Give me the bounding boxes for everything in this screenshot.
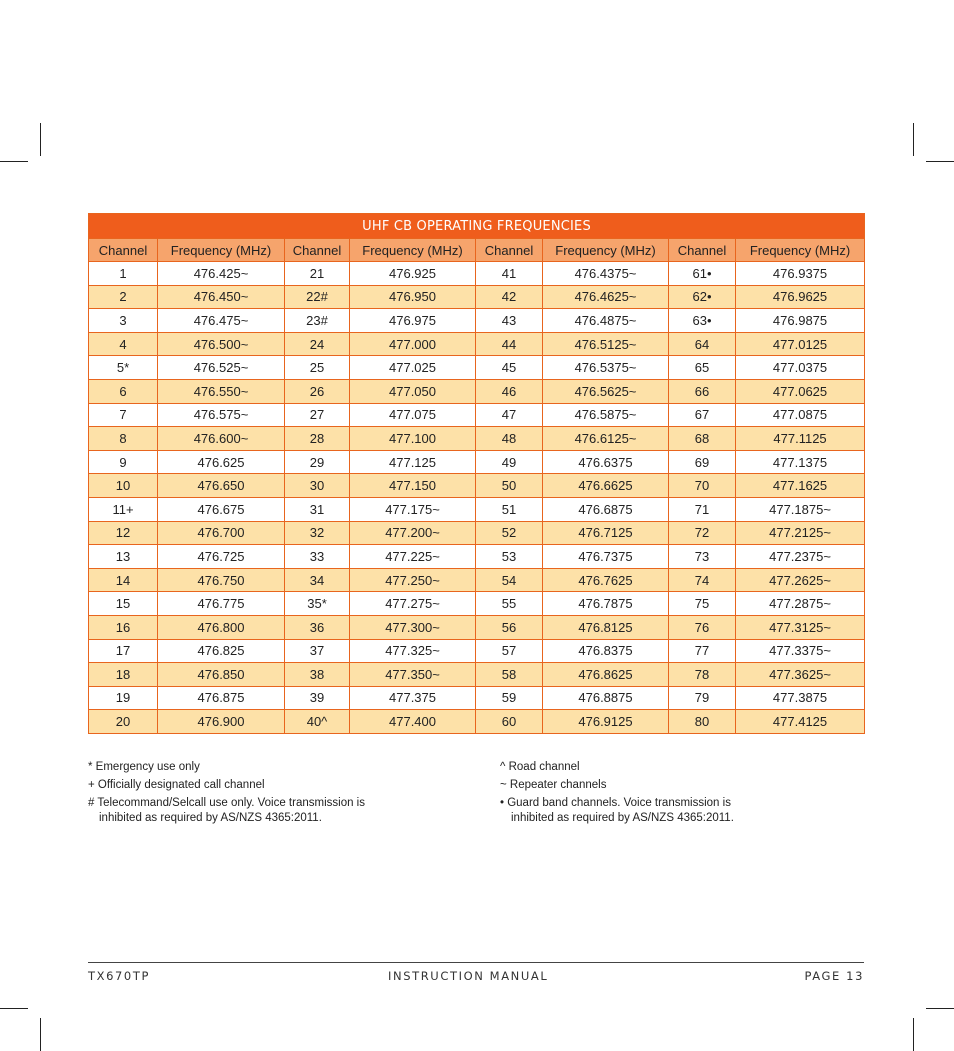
frequency-cell: 476.975: [350, 309, 476, 333]
table-row: [89, 450, 865, 474]
frequency-cell: 476.6125~: [543, 427, 669, 451]
crop-mark: [913, 123, 914, 156]
channel-cell: 48: [476, 427, 543, 451]
channel-cell: 45: [476, 356, 543, 380]
channel-cell: 10: [89, 474, 158, 498]
frequency-cell: 476.425~: [158, 262, 285, 286]
footnote-text-continued: inhibited as required by AS/NZS 4365:2011.: [511, 812, 734, 824]
column-header-frequency: Frequency (MHz): [158, 239, 285, 262]
channel-cell: 80: [669, 710, 736, 734]
channel-cell: 72: [669, 521, 736, 545]
channel-cell: 42: [476, 285, 543, 309]
frequency-cell: 477.3125~: [736, 615, 865, 639]
notes-left: [88, 760, 365, 829]
frequency-cell: 476.525~: [158, 356, 285, 380]
frequency-cell: 477.4125: [736, 710, 865, 734]
frequency-cell: 477.1625: [736, 474, 865, 498]
channel-cell: 4: [89, 332, 158, 356]
footnote-text: + Officially designated call channel: [88, 779, 265, 791]
channel-cell: 6: [89, 379, 158, 403]
frequency-cell: 477.300~: [350, 615, 476, 639]
channel-cell: 54: [476, 568, 543, 592]
column-header-frequency: Frequency (MHz): [350, 239, 476, 262]
column-header-channel: Channel: [476, 239, 543, 262]
channel-cell: 41: [476, 262, 543, 286]
table-row: [89, 262, 865, 286]
frequency-cell: 476.625: [158, 450, 285, 474]
frequency-cell: 477.275~: [350, 592, 476, 616]
footnote-text: * Emergency use only: [88, 761, 200, 773]
table-row: [89, 568, 865, 592]
frequency-cell: 476.9375: [736, 262, 865, 286]
channel-cell: 17: [89, 639, 158, 663]
frequency-cell: 476.825: [158, 639, 285, 663]
channel-cell: 28: [285, 427, 350, 451]
crop-mark: [0, 161, 28, 162]
channel-cell: 20: [89, 710, 158, 734]
channel-cell: 19: [89, 686, 158, 710]
frequency-cell: 477.375: [350, 686, 476, 710]
footnote-text: # Telecommand/Selcall use only. Voice transmission is: [88, 797, 365, 809]
table-row: [89, 710, 865, 734]
table-row: [89, 592, 865, 616]
channel-cell: 68: [669, 427, 736, 451]
frequency-cell: 476.925: [350, 262, 476, 286]
channel-cell: 2: [89, 285, 158, 309]
channel-cell: 29: [285, 450, 350, 474]
channel-cell: 31: [285, 497, 350, 521]
frequency-cell: 476.8625: [543, 663, 669, 687]
footnote-text: • Guard band channels. Voice transmission is: [500, 797, 731, 809]
frequency-cell: 477.175~: [350, 497, 476, 521]
column-header-channel: Channel: [285, 239, 350, 262]
frequency-cell: 477.325~: [350, 639, 476, 663]
channel-cell: 57: [476, 639, 543, 663]
frequency-cell: 476.4875~: [543, 309, 669, 333]
footer-rule: [88, 962, 864, 963]
crop-mark: [40, 123, 41, 156]
footnote: [500, 796, 734, 826]
frequency-cell: 476.500~: [158, 332, 285, 356]
channel-cell: 58: [476, 663, 543, 687]
channel-cell: 74: [669, 568, 736, 592]
frequency-cell: 477.150: [350, 474, 476, 498]
table-row: [89, 285, 865, 309]
crop-mark: [40, 1018, 41, 1051]
frequency-cell: 476.575~: [158, 403, 285, 427]
channel-cell: 35*: [285, 592, 350, 616]
footer-manual-title: INSTRUCTION MANUAL: [388, 969, 549, 983]
table-row: [89, 379, 865, 403]
channel-cell: 14: [89, 568, 158, 592]
channel-cell: 55: [476, 592, 543, 616]
frequency-cell: 477.100: [350, 427, 476, 451]
channel-cell: 3: [89, 309, 158, 333]
channel-cell: 61•: [669, 262, 736, 286]
channel-cell: 24: [285, 332, 350, 356]
crop-mark: [926, 161, 954, 162]
column-header-frequency: Frequency (MHz): [543, 239, 669, 262]
channel-cell: 21: [285, 262, 350, 286]
frequency-cell: 476.6875: [543, 497, 669, 521]
channel-cell: 73: [669, 545, 736, 569]
table-row: [89, 545, 865, 569]
frequency-cell: 476.900: [158, 710, 285, 734]
channel-cell: 36: [285, 615, 350, 639]
frequency-cell: 477.1125: [736, 427, 865, 451]
frequency-cell: 476.875: [158, 686, 285, 710]
channel-cell: 79: [669, 686, 736, 710]
crop-mark: [913, 1018, 914, 1051]
frequency-cell: 477.0625: [736, 379, 865, 403]
frequency-cell: 476.5375~: [543, 356, 669, 380]
channel-cell: 64: [669, 332, 736, 356]
frequency-cell: 476.950: [350, 285, 476, 309]
channel-cell: 59: [476, 686, 543, 710]
footer-model: TX670TP: [88, 969, 151, 983]
table-row: [89, 639, 865, 663]
channel-cell: 12: [89, 521, 158, 545]
channel-cell: 26: [285, 379, 350, 403]
channel-cell: 50: [476, 474, 543, 498]
table-row: [89, 663, 865, 687]
channel-cell: 70: [669, 474, 736, 498]
frequency-cell: 476.7375: [543, 545, 669, 569]
channel-cell: 7: [89, 403, 158, 427]
channel-cell: 37: [285, 639, 350, 663]
channel-cell: 52: [476, 521, 543, 545]
frequency-cell: 476.6375: [543, 450, 669, 474]
table-row: [89, 474, 865, 498]
frequency-cell: 476.800: [158, 615, 285, 639]
crop-mark: [926, 1008, 954, 1009]
channel-cell: 9: [89, 450, 158, 474]
channel-cell: 38: [285, 663, 350, 687]
column-header-channel: Channel: [89, 239, 158, 262]
frequency-cell: 477.250~: [350, 568, 476, 592]
footnote: [500, 778, 734, 793]
channel-cell: 49: [476, 450, 543, 474]
frequency-cell: 476.550~: [158, 379, 285, 403]
crop-mark: [0, 1008, 28, 1009]
frequency-cell: 476.5875~: [543, 403, 669, 427]
frequency-cell: 476.5625~: [543, 379, 669, 403]
channel-cell: 1: [89, 262, 158, 286]
channel-cell: 33: [285, 545, 350, 569]
footer-page-number: PAGE 13: [804, 969, 864, 983]
table-row: [89, 309, 865, 333]
channel-cell: 56: [476, 615, 543, 639]
channel-cell: 60: [476, 710, 543, 734]
frequency-cell: 476.450~: [158, 285, 285, 309]
frequency-cell: 476.675: [158, 497, 285, 521]
frequency-cell: 477.2125~: [736, 521, 865, 545]
channel-cell: 69: [669, 450, 736, 474]
frequency-cell: 476.7875: [543, 592, 669, 616]
channel-cell: 27: [285, 403, 350, 427]
frequency-cell: 477.050: [350, 379, 476, 403]
channel-cell: 32: [285, 521, 350, 545]
frequency-cell: 476.8375: [543, 639, 669, 663]
table-row: [89, 427, 865, 451]
channel-cell: 46: [476, 379, 543, 403]
channel-cell: 62•: [669, 285, 736, 309]
frequency-cell: 477.000: [350, 332, 476, 356]
footnote: [88, 778, 365, 793]
footnote: [88, 796, 365, 826]
table-row: [89, 521, 865, 545]
frequency-cell: 476.7125: [543, 521, 669, 545]
channel-cell: 5*: [89, 356, 158, 380]
frequency-cell: 477.0875: [736, 403, 865, 427]
footnote-text: ~ Repeater channels: [500, 779, 607, 791]
frequency-cell: 477.3625~: [736, 663, 865, 687]
table-row: [89, 403, 865, 427]
frequency-cell: 476.600~: [158, 427, 285, 451]
channel-cell: 11+: [89, 497, 158, 521]
frequency-cell: 476.775: [158, 592, 285, 616]
table-row: [89, 615, 865, 639]
table-row: [89, 332, 865, 356]
channel-cell: 43: [476, 309, 543, 333]
frequency-cell: 477.125: [350, 450, 476, 474]
table-row: [89, 686, 865, 710]
channel-cell: 23#: [285, 309, 350, 333]
frequency-cell: 476.9625: [736, 285, 865, 309]
frequency-cell: 476.8125: [543, 615, 669, 639]
channel-cell: 78: [669, 663, 736, 687]
frequency-cell: 476.750: [158, 568, 285, 592]
channel-cell: 77: [669, 639, 736, 663]
column-header-frequency: Frequency (MHz): [736, 239, 865, 262]
channel-cell: 22#: [285, 285, 350, 309]
frequency-table: [88, 213, 865, 734]
channel-cell: 18: [89, 663, 158, 687]
column-header-channel: Channel: [669, 239, 736, 262]
channel-cell: 67: [669, 403, 736, 427]
channel-cell: 8: [89, 427, 158, 451]
channel-cell: 16: [89, 615, 158, 639]
footnote-text: ^ Road channel: [500, 761, 580, 773]
frequency-cell: 476.725: [158, 545, 285, 569]
frequency-cell: 476.6625: [543, 474, 669, 498]
frequency-cell: 477.200~: [350, 521, 476, 545]
channel-cell: 47: [476, 403, 543, 427]
footnote-text-continued: inhibited as required by AS/NZS 4365:2011.: [99, 812, 322, 824]
footnote: [88, 760, 365, 775]
channel-cell: 63•: [669, 309, 736, 333]
frequency-cell: 476.5125~: [543, 332, 669, 356]
channel-cell: 13: [89, 545, 158, 569]
channel-cell: 25: [285, 356, 350, 380]
channel-cell: 44: [476, 332, 543, 356]
channel-cell: 53: [476, 545, 543, 569]
channel-cell: 51: [476, 497, 543, 521]
frequency-cell: 476.4375~: [543, 262, 669, 286]
frequency-cell: 477.1375: [736, 450, 865, 474]
frequency-cell: 477.2625~: [736, 568, 865, 592]
frequency-cell: 476.9125: [543, 710, 669, 734]
channel-cell: 71: [669, 497, 736, 521]
frequency-cell: 477.2375~: [736, 545, 865, 569]
frequency-cell: 477.0375: [736, 356, 865, 380]
footnote: [500, 760, 734, 775]
channel-cell: 15: [89, 592, 158, 616]
frequency-cell: 476.7625: [543, 568, 669, 592]
channel-cell: 40^: [285, 710, 350, 734]
frequency-cell: 477.075: [350, 403, 476, 427]
frequency-cell: 477.3875: [736, 686, 865, 710]
channel-cell: 30: [285, 474, 350, 498]
frequency-cell: 477.400: [350, 710, 476, 734]
notes-right: [500, 760, 734, 829]
channel-cell: 75: [669, 592, 736, 616]
frequency-cell: 477.0125: [736, 332, 865, 356]
frequency-cell: 476.9875: [736, 309, 865, 333]
channel-cell: 34: [285, 568, 350, 592]
frequency-cell: 477.225~: [350, 545, 476, 569]
frequency-cell: 476.8875: [543, 686, 669, 710]
frequency-cell: 477.1875~: [736, 497, 865, 521]
frequency-cell: 476.475~: [158, 309, 285, 333]
channel-cell: 66: [669, 379, 736, 403]
channel-cell: 65: [669, 356, 736, 380]
table-row: [89, 497, 865, 521]
frequency-cell: 476.650: [158, 474, 285, 498]
frequency-cell: 477.2875~: [736, 592, 865, 616]
frequency-cell: 477.3375~: [736, 639, 865, 663]
frequency-cell: 476.850: [158, 663, 285, 687]
frequency-cell: 476.700: [158, 521, 285, 545]
frequency-cell: 476.4625~: [543, 285, 669, 309]
frequency-cell: 477.350~: [350, 663, 476, 687]
frequency-cell: 477.025: [350, 356, 476, 380]
table-title: UHF CB OPERATING FREQUENCIES: [89, 214, 865, 239]
channel-cell: 39: [285, 686, 350, 710]
table-row: [89, 356, 865, 380]
channel-cell: 76: [669, 615, 736, 639]
